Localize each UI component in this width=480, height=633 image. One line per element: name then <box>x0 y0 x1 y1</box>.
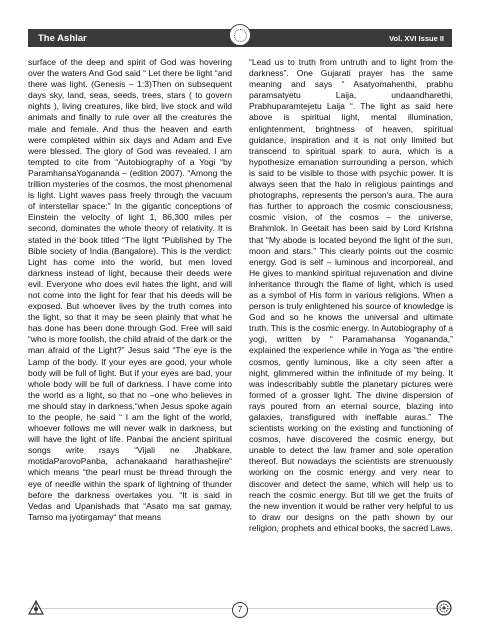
lodge-seal-icon <box>436 600 452 616</box>
masonic-emblem-icon <box>229 24 251 46</box>
masonic-square-compass-icon <box>28 600 44 616</box>
journal-title: The Ashlar <box>38 32 87 44</box>
left-column <box>28 57 232 592</box>
issue-label: Vol. XVI Issue II <box>389 33 444 43</box>
left-column-text: surface of the deep and spirit of God was hovering over the waters And God said “ Let there be light “and there was light. (Genesis – 1:3)Then on subsequent days sky, land, seas, seeds, trees, stars ( to govern nights ), living creatures, like bird, live stock and wild animals and finally to rule over all the creatures the male and female. And thus the heaven and earth were completed within six days and Adam and Eve were blessed. The glory of God was revealed. I am tempted to cite from “Autobiography of a Yogi “by ParamhansaYogananda – (edition 2007). “Among the trillion mysteries of the cosmos, the most phenomenal is light. Light waves pass freely through the vacuum of interstellar space:” In the gigantic conceptions of Einstein the velocity of light 1, 86,300 miles per second, dominates the whole theory of relativity. It is stated in the book titled “The light “Published by The Bible society of India (Bangalore). This is the verdict: Light has come into the world, but men loved darkness instead of light, because their deeds were evil. Everyone who does evil hates the light, and will not come into the light for fear that his deeds will be exposed. But whoever lives by the truth comes into the light, so that it may be seen plainly that what he has done has been done through God. Free will said “who is more foolish, the child afraid of the dark or the man afraid of the Light?” Jesus said “The eye is the Lamp of the body. If your eyes are good, your whole body will be full of light. But if your eyes are bad, your whole body will be full of darkness. I have come into the world as a light, so that no –one who believes in me should stay in darkness,“when Jesus spoke again to the people, he said “ I am the light of the world, whoever follows me will never walk in darkness, but will have the light of life. Panbai the ancient spiritual songs write rsays “Vijali ne Jhabkare, motidaParovoPanba, achanakaand harathashejire“ which means “the pearl must be thread through the eye of needle within the spark of lightning of thunder before the darkness overtakes you. “It is said in Vedas and Upanishads that “Asato ma sat gamay, Tamso ma jyotirgamay“ that means <box>28 57 232 522</box>
page-number: 7 <box>232 602 248 618</box>
right-column <box>249 57 453 592</box>
right-column-text: “Lead us to truth from untruth and to light from the darkness”. One Gujarati prayer has the same meaning and says “ Asatyomahenthi, prabhu paramsatyetu Laija, undaandharethi, Prabhuparamtejetu Laija “. The light as said here above is spiritual light, mental illumination, enlightenment, brightness of heaven, spiritual guidance, inspiration and it is not only limited but transcend to spiritual spark to aura, which is a hypothesize emanation surrounding a person, which is said to be visible to those with psychic power. It is always seen that the halo in religious paintings and photographs, represents the person's aura. The aura has further to approach the cosmic consciousness, cosmic vision, of the cosmos – the universe, Brahmlok. In Geetait has been said by Lord Krishna that “My abode is located beyond the light of the sun, moon and stars.” This clearly points out the cosmic energy. God is self – luminous and incorporeal, and He gives to mankind spiritual rejuvenation and divine inheritance through the flame of light, which is used as a symbol of His form in various religions. When a person is truly enlightened his source of knowledge is God and so he knows the universal and ultimate truth. This is the cosmic energy. In Autobiography of a yogi, written by “ Paramahansa Yogananda,” explained the experience while in Yoga as “the entire cosmos, gently luminous, like a city seen after a night, glimmered within the infinitude of my being. It was indescribably subtle the planetary pictures were formed of a grosser light. The divine dispersion of rays poured from an eternal source, blazing into galaxies, transfigured with ineffable auras.” The scientists working on the existing and functioning of cosmos, have discovered the cosmic energy, but unable to detect the law framer and sole operation thereof. But nowadays the scientists are strenuously working on the cosmic energy and very near to discover and detect the same, which will help us to reach the cosmic energy. But till we get the fruits of the new invention it would be rather very helpful to us to draw our designs on the path shown by our religion, prophets and ethical books, the sacred Laws. <box>249 57 453 533</box>
